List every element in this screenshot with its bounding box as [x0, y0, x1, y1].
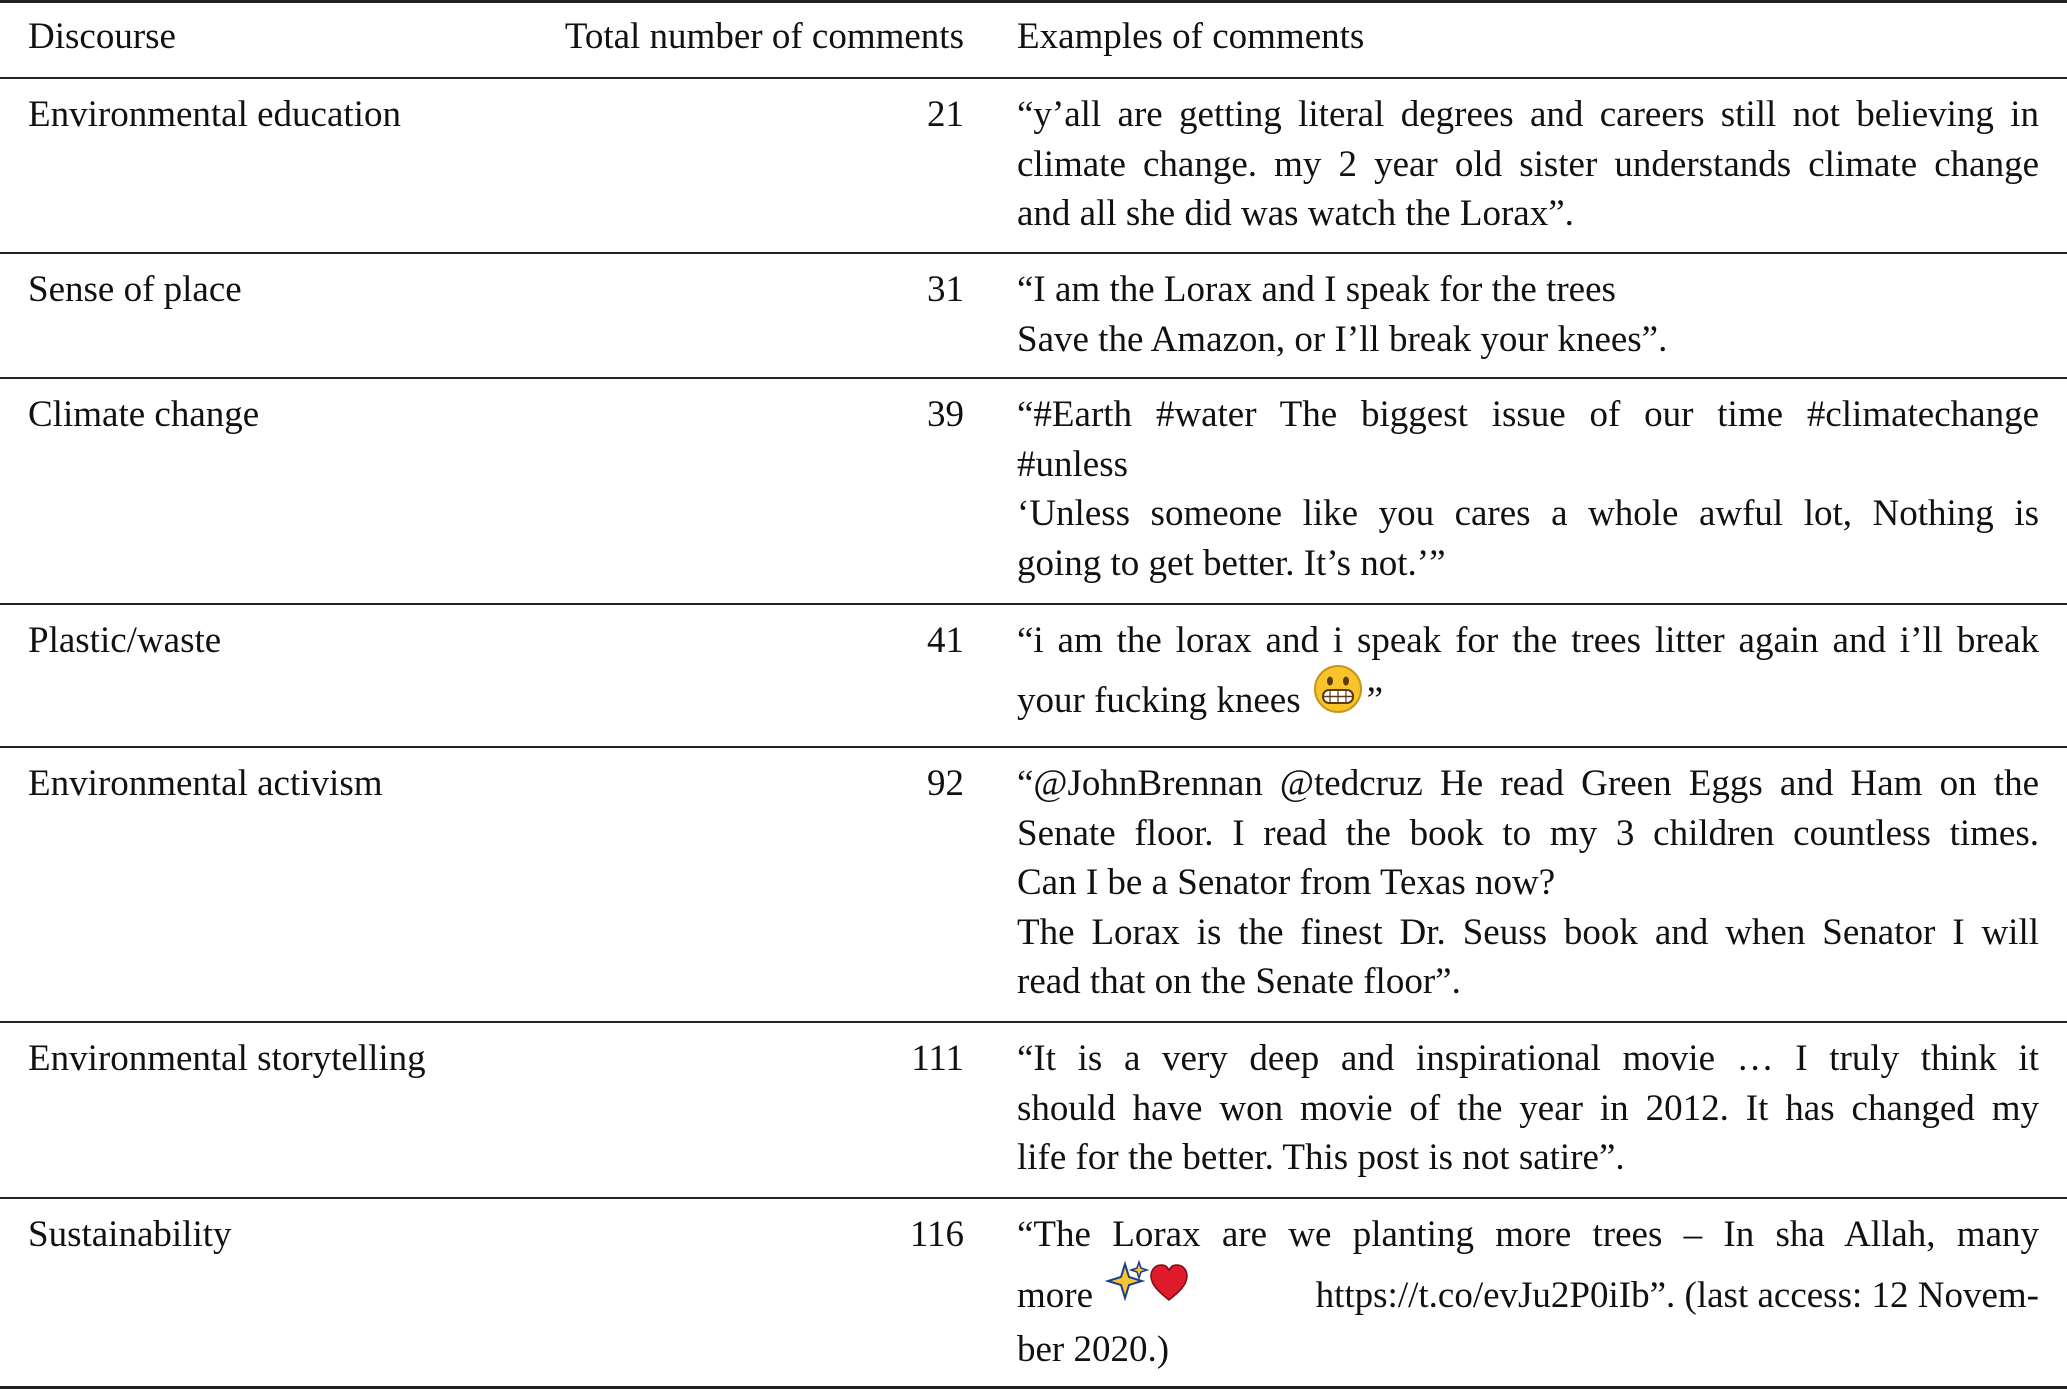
row-total: 92: [927, 763, 964, 804]
row-example: [1017, 90, 2039, 239]
row-rule: [0, 746, 2067, 748]
row-total: 39: [927, 394, 964, 435]
example-line: “i am the lorax and i speak for the trees litter again and i’ll break: [1017, 620, 2039, 661]
header-examples: Examples of comments: [1017, 16, 1365, 57]
row-example: [1017, 265, 2039, 364]
row-discourse: Environmental activism: [28, 763, 383, 804]
example-text: your fucking knees: [1017, 679, 1301, 721]
header-rule: [0, 77, 2067, 79]
row-rule: [0, 1197, 2067, 1199]
example-line: should have won movie of the year in 2012. It has changed my: [1017, 1087, 2039, 1129]
example-line: “@JohnBrennan @tedcruz He read Green Eggs and Ham on the: [1017, 763, 2039, 804]
row-total: 116: [909, 1214, 964, 1255]
example-line: The Lorax is the finest Dr. Seuss book and when Senator I will: [1017, 911, 2039, 953]
row-example: [1017, 1034, 2039, 1183]
example-line: “The Lorax are we planting more trees – In sha Allah, many: [1017, 1214, 2039, 1255]
row-total: 41: [927, 620, 964, 661]
row-total: 21: [927, 94, 964, 135]
example-line: [1017, 672, 2039, 736]
row-rule: [0, 1021, 2067, 1023]
example-line: going to get better. It’s not.’”: [1017, 542, 1446, 584]
example-line: life for the better. This post is not satire”.: [1017, 1137, 1625, 1178]
example-text: ”: [1366, 679, 1384, 721]
row-rule: [0, 603, 2067, 605]
row-discourse: Sense of place: [28, 269, 242, 310]
table-top-rule: [0, 0, 2067, 3]
example-line: ‘Unless someone like you cares a whole awful lot, Nothing is: [1017, 493, 2039, 534]
row-rule: [0, 252, 2067, 254]
row-total: 111: [911, 1038, 964, 1079]
row-rule: [0, 377, 2067, 379]
header-discourse: Discourse: [28, 16, 176, 57]
row-discourse: Plastic/waste: [28, 620, 222, 661]
row-discourse: Environmental education: [28, 94, 401, 135]
row-example: [1017, 616, 2039, 735]
example-line: “y’all are getting literal degrees and careers still not believing in: [1017, 94, 2039, 135]
example-line: Save the Amazon, or I’ll break your knees”.: [1017, 318, 1668, 360]
example-line: “#Earth #water The biggest issue of our time #climatechange: [1017, 394, 2039, 435]
row-discourse: Climate change: [28, 394, 260, 435]
sparkles-heart-icon: [1105, 1260, 1191, 1320]
example-line: read that on the Senate floor”.: [1017, 961, 1461, 1002]
grinning-face-icon: [1313, 664, 1363, 728]
example-line: Senate floor. I read the book to my 3 children countless times.: [1017, 812, 2039, 854]
example-line: “It is a very deep and inspirational movie … I truly think it: [1017, 1038, 2039, 1079]
row-example: [1017, 1210, 2039, 1375]
header-total: Total number of comments: [564, 16, 964, 57]
example-line: Can I be a Senator from Texas now?: [1017, 862, 1556, 903]
example-line: [1017, 1266, 2039, 1326]
example-text: more: [1017, 1274, 1094, 1316]
row-example: [1017, 390, 2039, 588]
row-discourse: Environmental storytelling: [28, 1038, 426, 1079]
example-line: ber 2020.): [1017, 1329, 1170, 1370]
example-line: #unless: [1017, 443, 1128, 485]
row-total: 31: [927, 269, 964, 310]
example-line: “I am the Lorax and I speak for the trees: [1017, 269, 1616, 310]
example-text: https://t.co/evJu2P0iIb”. (last access: 12 Novem-: [1315, 1274, 2039, 1316]
example-text: [1017, 1266, 1195, 1326]
example-line: climate change. my 2 year old sister understands climate change: [1017, 143, 2039, 185]
row-discourse: Sustainability: [28, 1214, 232, 1255]
row-example: [1017, 759, 2039, 1007]
example-line: and all she did was watch the Lorax”.: [1017, 193, 1574, 234]
